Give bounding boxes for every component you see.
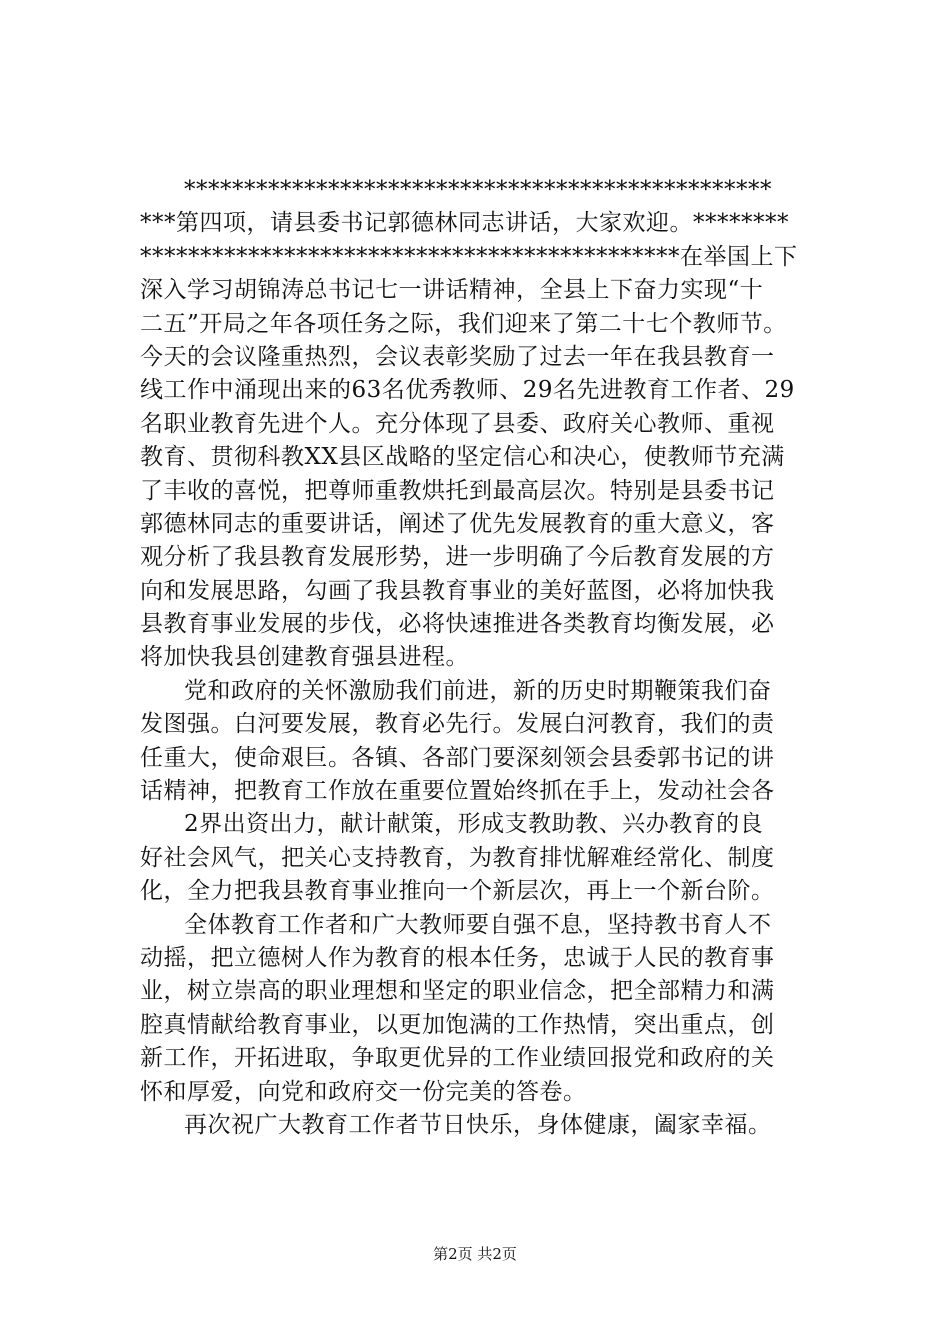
text-line: ************************************************* <box>184 177 772 203</box>
page-number-footer: 第2页 共2页 <box>433 1245 517 1263</box>
text-line: 任重大，使命艰巨。各镇、各部门要深刻领会县委郭书记的讲 <box>140 744 775 771</box>
text-line: 再次祝广大教育工作者节日快乐，身体健康，阖家幸福。 <box>184 1111 772 1138</box>
text-line: 业，树立崇高的职业理想和坚定的职业信念，把全部精力和满 <box>140 978 775 1005</box>
text-line: 将加快我县创建教育强县进程。 <box>140 644 469 671</box>
text-line: 今天的会议隆重热烈，会议表彰奖励了过去一年在我县教育一 <box>140 343 775 370</box>
text-line: 化，全力把我县教育事业推向一个新层次，再上一个新台阶。 <box>140 878 775 905</box>
text-line: 党和政府的关怀激励我们前进，新的历史时期鞭策我们奋 <box>184 677 772 704</box>
text-line: 观分析了我县教育发展形势，进一步明确了今后教育发展的方 <box>140 544 775 571</box>
document-body <box>140 174 840 1142</box>
text-line: 名职业教育先进个人。充分体现了县委、政府关心教师、重视 <box>140 410 775 437</box>
text-line: *********************************************在举国上下 <box>140 243 798 270</box>
text-line: 二五”开局之年各项任务之际，我们迎来了第二十七个教师节。 <box>140 310 787 337</box>
text-line: 腔真情献给教育事业，以更加饱满的工作热情，突出重点，创 <box>140 1011 775 1038</box>
text-line: 新工作，开拓进取，争取更优异的工作业绩回报党和政府的关 <box>140 1045 775 1072</box>
text-line: 向和发展思路，勾画了我县教育事业的美好蓝图，必将加快我 <box>140 577 775 604</box>
text-line: 动摇，把立德树人作为教育的根本任务，忠诚于人民的教育事 <box>140 944 775 971</box>
text-line: 了丰收的喜悦，把尊师重教烘托到最高层次。特别是县委书记 <box>140 477 775 504</box>
text-line: 深入学习胡锦涛总书记七一讲话精神，全县上下奋力实现“十 <box>140 277 764 304</box>
text-line: 郭德林同志的重要讲话，阐述了优先发展教育的重大意义，客 <box>140 510 775 537</box>
text-line: 线工作中涌现出来的63名优秀教师、29名先进教育工作者、29 <box>140 377 795 404</box>
text-line: 教育、贯彻科教XX县区战略的坚定信心和决心，使教师节充满 <box>140 444 785 471</box>
text-line: 怀和厚爱，向党和政府交一份完美的答卷。 <box>140 1078 587 1105</box>
text-line: 话精神，把教育工作放在重要位置始终抓在手上，发动社会各 <box>140 778 775 805</box>
text-line: 好社会风气，把关心支持教育，为教育排忧解难经常化、制度 <box>140 844 775 871</box>
text-line: ***第四项，请县委书记郭德林同志讲话，大家欢迎。******** <box>140 210 789 237</box>
text-line: 县教育事业发展的步伐，必将快速推进各类教育均衡发展，必 <box>140 611 775 638</box>
text-line: 2界出资出力，献计献策，形成支教助教、兴办教育的良 <box>184 811 764 838</box>
text-line: 全体教育工作者和广大教师要自强不息，坚持教书育人不 <box>184 911 772 938</box>
text-line: 发图强。白河要发展，教育必先行。发展白河教育，我们的责 <box>140 711 775 738</box>
